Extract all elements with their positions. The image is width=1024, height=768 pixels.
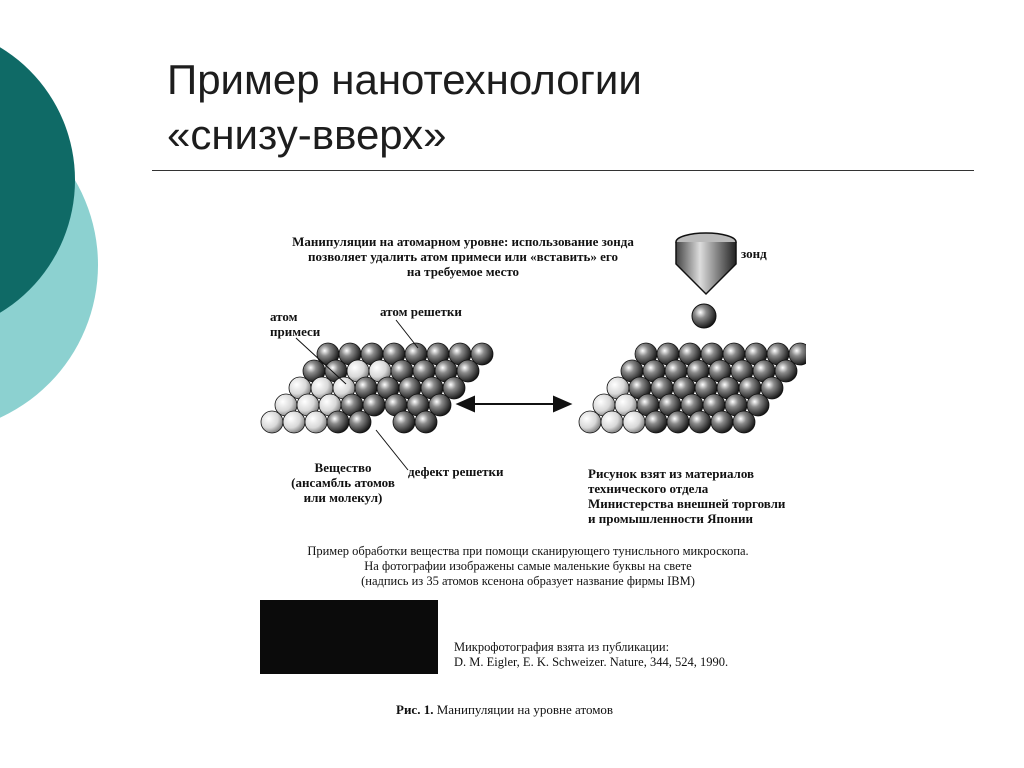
lattice-atom xyxy=(733,411,755,433)
lattice-atom xyxy=(579,411,601,433)
lattice-atom xyxy=(623,411,645,433)
title-divider xyxy=(152,170,974,171)
photo-source-line-1: Микрофотография взята из публикации: xyxy=(454,640,670,654)
lattice-left xyxy=(261,343,493,433)
slide-title-line-1: Пример нанотехнологии xyxy=(167,56,642,103)
impurity-label-line-2: примеси xyxy=(270,324,321,339)
lattice-atom xyxy=(711,411,733,433)
impurity-label xyxy=(270,309,320,339)
lattice-atom xyxy=(261,411,283,433)
figure-caption-text: Манипуляции на уровне атомов xyxy=(433,702,614,717)
source-label xyxy=(588,466,785,526)
decorative-circles xyxy=(0,0,110,420)
source-label-line-3: Министерства внешней торговли xyxy=(588,496,786,511)
example-caption xyxy=(258,544,798,589)
ibm-micrograph xyxy=(260,600,438,674)
lattice-atom xyxy=(415,411,437,433)
probe-atom xyxy=(692,304,716,328)
slide-title xyxy=(167,52,642,162)
photo-source-line-2: D. M. Eigler, E. K. Schweizer. Nature, 344, 524, 1990. xyxy=(454,655,729,669)
example-caption-line-1: Пример обработки вещества при помощи сканирующего тунисльного микроскопа. xyxy=(307,544,749,558)
source-label-line-4: и промышленности Японии xyxy=(588,511,753,526)
lattice-atom xyxy=(667,411,689,433)
probe-label: зонд xyxy=(741,246,767,261)
source-label-line-1: Рисунок взят из материалов xyxy=(588,466,755,481)
lattice-right xyxy=(579,343,806,433)
impurity-label-line-1: атом xyxy=(270,309,298,324)
lattice-atom-label: атом решетки xyxy=(380,304,462,319)
slide-title-line-2: «снизу-вверх» xyxy=(167,111,447,158)
lattice-atom xyxy=(349,411,371,433)
example-caption-line-3: (надпись из 35 атомов ксенона образует название фирмы IBM) xyxy=(361,574,695,588)
source-label-line-2: технического отдела xyxy=(588,481,709,496)
lattice-atom xyxy=(601,411,623,433)
substance-label-line-2: (ансамбль атомов xyxy=(291,475,395,490)
substance-label-line-1: Вещество xyxy=(314,460,372,475)
figure-header-line-2: позволяет удалить атом примеси или «вставить» его xyxy=(307,249,618,264)
example-caption-line-2: На фотографии изображены самые маленькие буквы на свете xyxy=(364,559,692,573)
double-arrow-icon xyxy=(458,397,570,411)
defect-label: дефект решетки xyxy=(408,464,504,479)
figure-header-line-3: на требуемое место xyxy=(406,264,520,279)
figure-caption xyxy=(396,702,613,717)
figure-header xyxy=(288,234,638,279)
figure-caption-number: Рис. 1. xyxy=(396,702,434,717)
photo-source xyxy=(454,640,728,670)
lattice-atom xyxy=(393,411,415,433)
lattice-atom xyxy=(305,411,327,433)
lattice-atom xyxy=(283,411,305,433)
lattice-atom xyxy=(327,411,349,433)
lattice-atom xyxy=(645,411,667,433)
substance-label-line-3: или молекул) xyxy=(303,490,383,505)
probe-cone-icon xyxy=(676,233,736,328)
scanned-figure xyxy=(258,212,806,768)
figure-header-line-1: Манипуляции на атомарном уровне: использование зонда xyxy=(292,234,634,249)
lattice-atom xyxy=(689,411,711,433)
substance-label xyxy=(278,460,408,505)
